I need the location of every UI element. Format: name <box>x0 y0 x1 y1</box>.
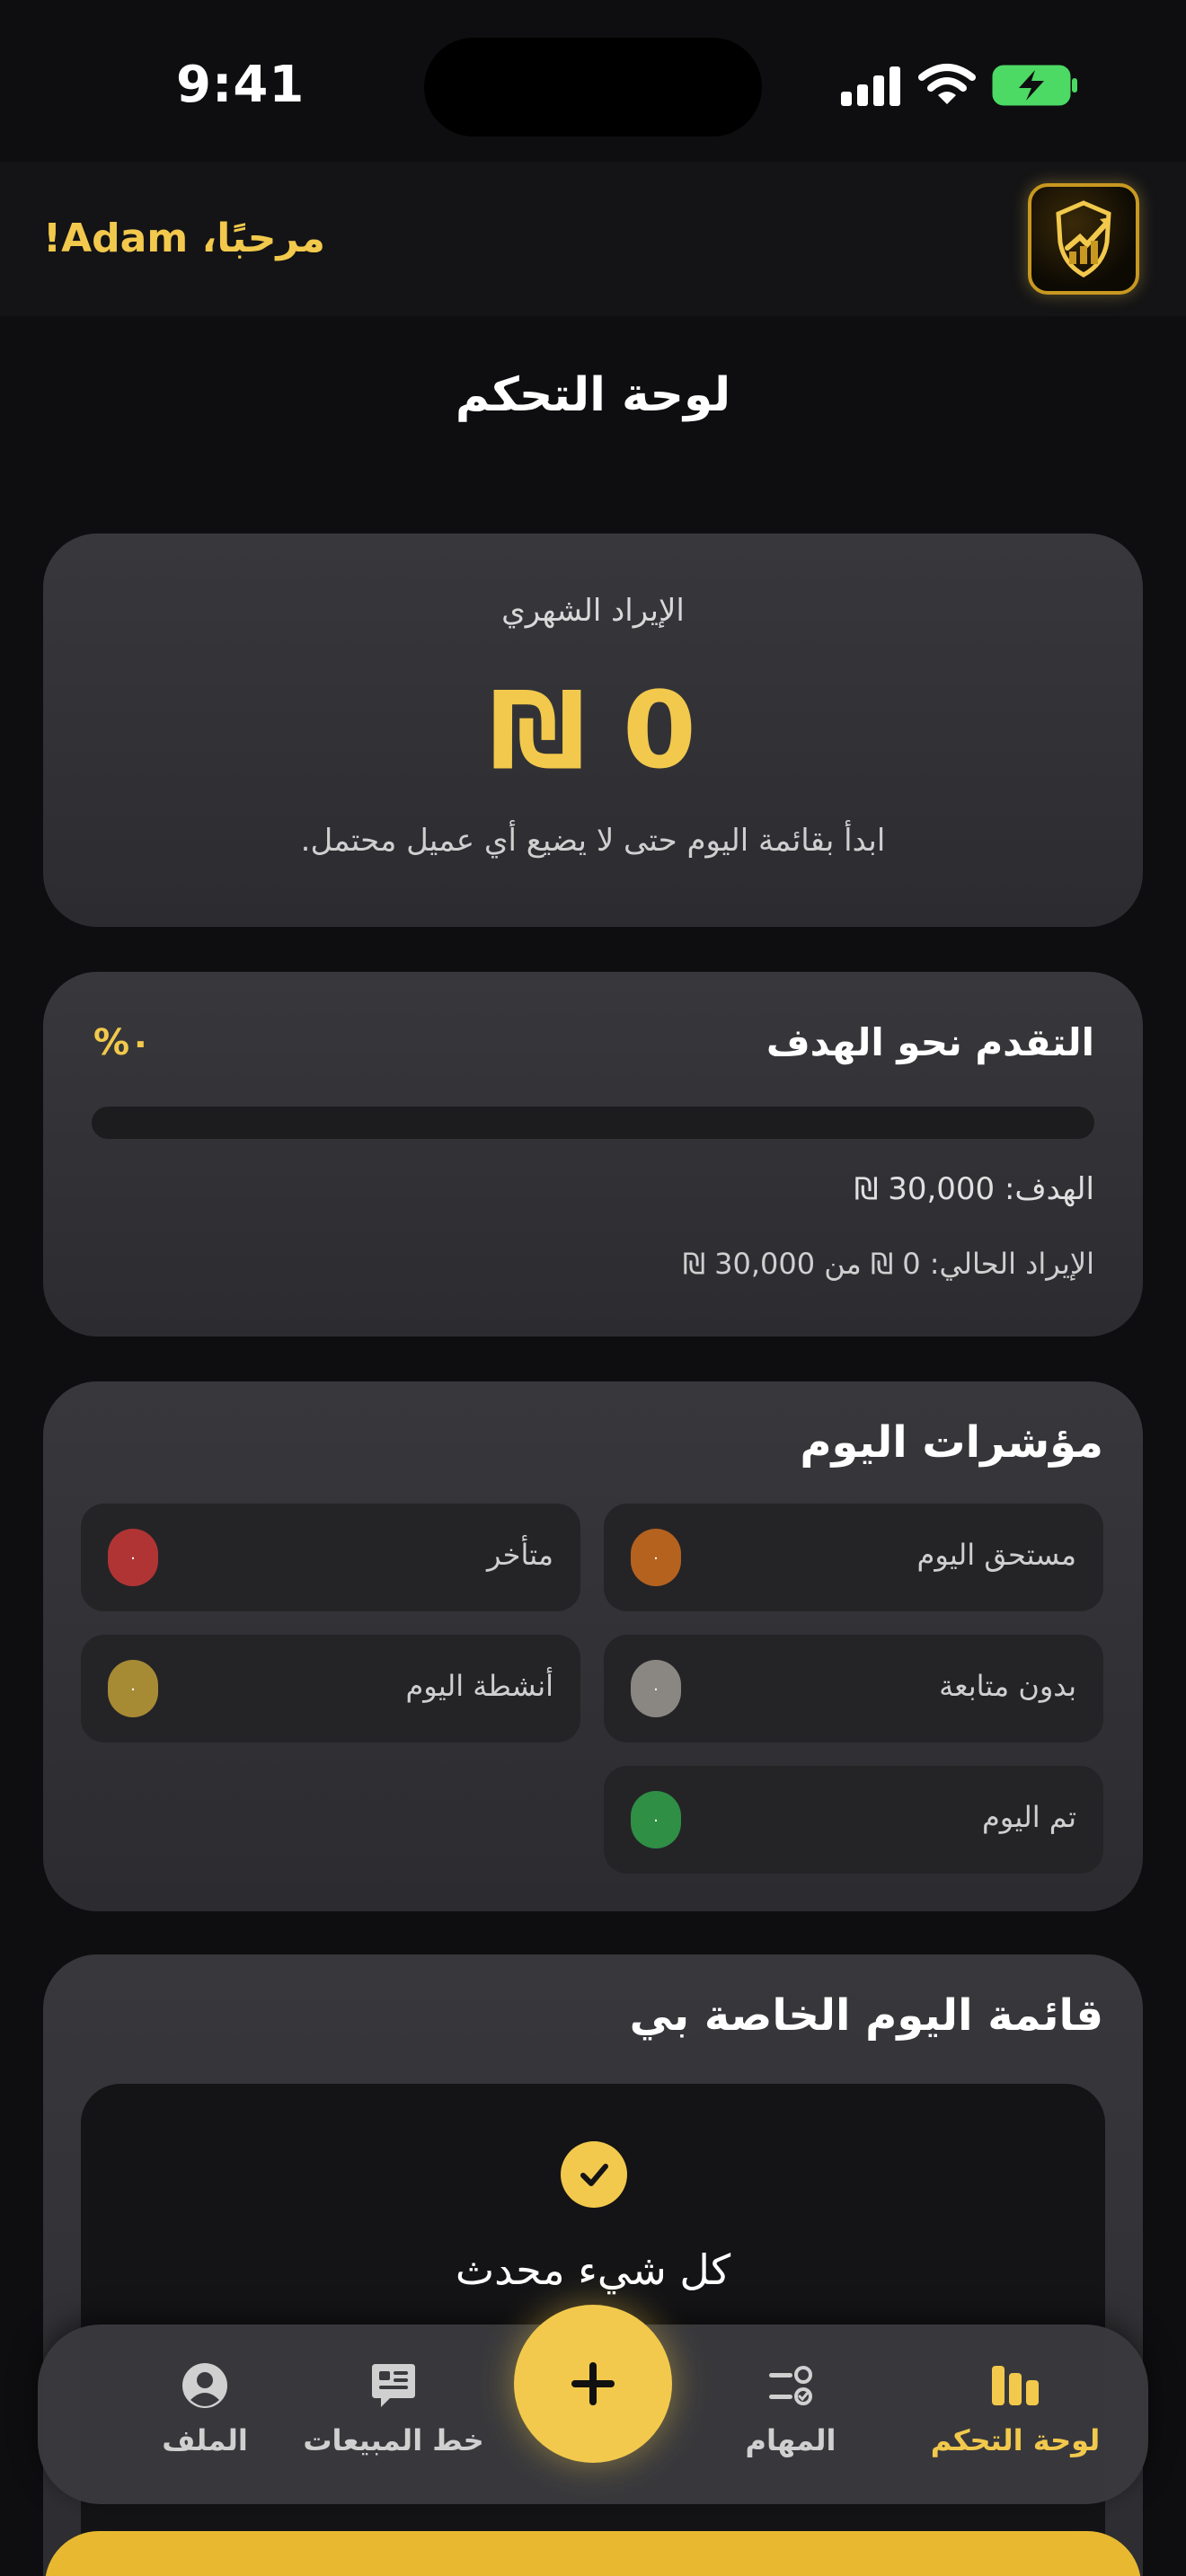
tab-tasks[interactable] <box>674 2360 907 2477</box>
goal-progress-card <box>43 972 1143 1337</box>
tab-label: خط المبيعات <box>303 2423 484 2457</box>
dynamic-island <box>424 38 762 137</box>
shield-arrow-logo-icon[interactable] <box>1028 183 1139 295</box>
revenue-hint: ابدأ بقائمة اليوم حتى لا يضيع أي عميل محتمل. <box>300 823 886 859</box>
status-time: 9:41 <box>176 56 305 114</box>
progress-target: الهدف: 30,000 ₪ <box>854 1171 1094 1207</box>
indicator-label: متأخر <box>487 1538 553 1572</box>
today-list-title: قائمة اليوم الخاصة بي <box>629 1990 1103 2041</box>
tab-label: الملف <box>162 2423 248 2457</box>
revenue-label: الإيراد الشهري <box>501 593 685 629</box>
add-button[interactable] <box>514 2305 672 2463</box>
tab-profile[interactable] <box>88 2360 322 2477</box>
indicator-count-badge: ٠ <box>631 1791 681 1848</box>
indicator-activities-today[interactable] <box>81 1635 580 1742</box>
indicator-done-today[interactable] <box>604 1766 1103 1874</box>
checkmark-icon <box>561 2141 627 2208</box>
indicator-count-badge: ٠ <box>108 1660 158 1717</box>
tasks-icon <box>764 2360 818 2411</box>
progress-bar <box>92 1107 1094 1139</box>
tab-label: لوحة التحكم <box>930 2423 1101 2457</box>
tab-dashboard[interactable] <box>898 2360 1132 2477</box>
progress-current: الإيراد الحالي: 0 ₪ من 30,000 ₪ <box>682 1247 1094 1281</box>
logo-graphic <box>1031 187 1136 291</box>
battery-charging-icon <box>992 65 1078 106</box>
wifi-icon <box>918 63 976 108</box>
status-bar <box>0 0 1186 162</box>
indicator-count-badge: ٠ <box>631 1660 681 1717</box>
dashboard-bars-icon <box>988 2360 1042 2411</box>
app-header <box>0 162 1186 316</box>
tab-label: المهام <box>745 2423 836 2457</box>
indicator-no-followup[interactable] <box>604 1635 1103 1742</box>
indicator-label: أنشطة اليوم <box>405 1669 553 1703</box>
indicator-due-today[interactable] <box>604 1504 1103 1611</box>
profile-icon <box>178 2360 232 2411</box>
today-indicators-card <box>43 1381 1143 1911</box>
indicators-title: مؤشرات اليوم <box>800 1417 1103 1468</box>
indicator-count-badge: ٠ <box>108 1529 158 1586</box>
progress-title: التقدم نحو الهدف <box>766 1020 1094 1064</box>
pipeline-chat-icon <box>367 2360 420 2411</box>
indicator-label: مستحق اليوم <box>916 1538 1076 1572</box>
today-list-empty-text: كل شيء محدث <box>455 2245 731 2294</box>
monthly-revenue-card <box>43 534 1143 927</box>
greeting-text: مرحبًا، Adam! <box>43 216 326 261</box>
page-title: لوحة التحكم <box>455 368 731 422</box>
next-card-edge <box>45 2531 1141 2576</box>
progress-percent: ٠% <box>93 1022 152 1063</box>
plus-icon <box>566 2357 620 2411</box>
indicator-overdue[interactable] <box>81 1504 580 1611</box>
indicator-label: بدون متابعة <box>939 1669 1076 1703</box>
indicator-label: تم اليوم <box>981 1800 1076 1834</box>
revenue-amount: ₪ 0 <box>490 668 696 792</box>
cellular-signal-icon <box>841 65 902 106</box>
indicator-count-badge: ٠ <box>631 1529 681 1586</box>
